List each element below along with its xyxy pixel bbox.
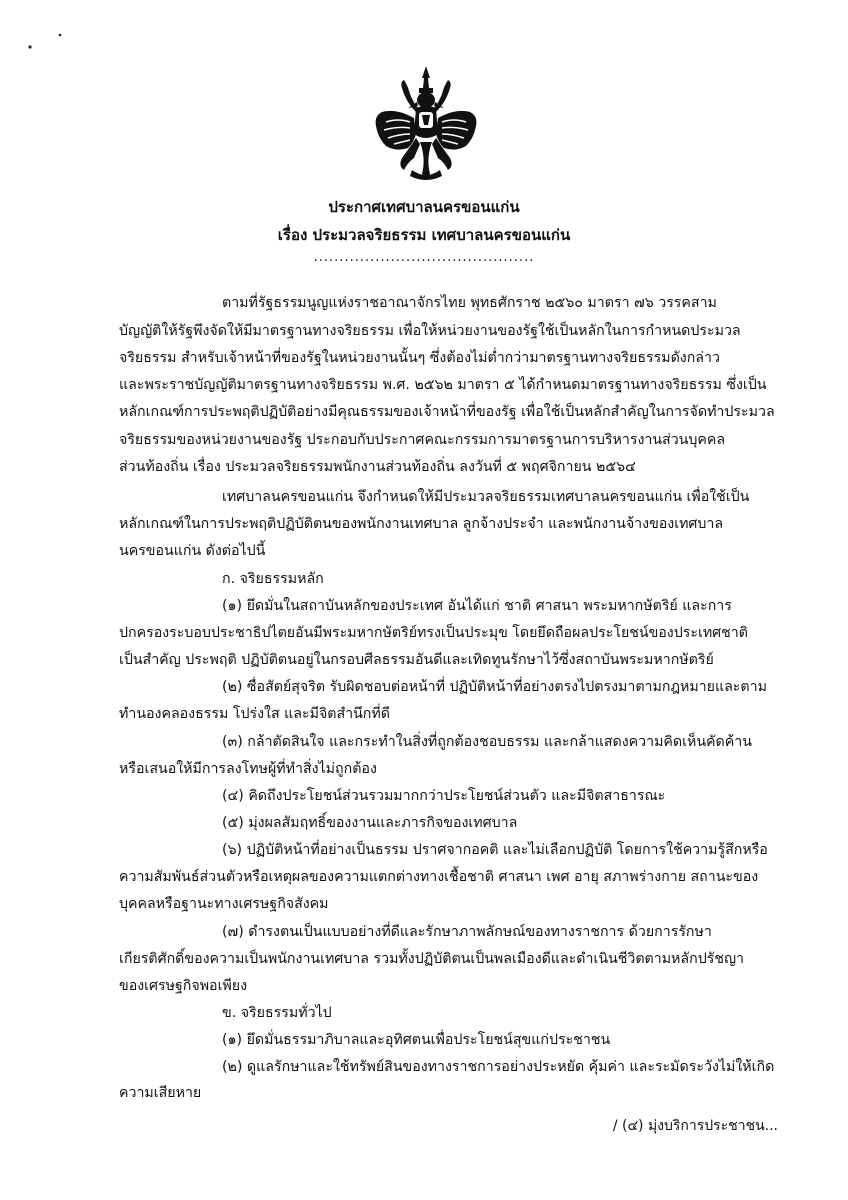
section-heading-general-ethics: ข. จริยธรรมทั่วไป <box>222 1005 332 1021</box>
body-line: ปกครองระบอบประชาธิปไตยอันมีพระมหากษัตริย์ทรงเป็นประมุข โดยยึดถือผลประโยชน์ของประเทศชาติ <box>119 625 748 641</box>
body-line: บัญญัติให้รัฐพึงจัดให้มีมาตรฐานทางจริยธรรม เพื่อให้หน่วยงานของรัฐใช้เป็นหลักในการกำหนดประมวล <box>119 323 741 339</box>
body-line: (๖) ปฏิบัติหน้าที่อย่างเป็นธรรม ปราศจากอคติ และไม่เลือกปฏิบัติ โดยการใช้ความรู้สึกหรือ <box>222 842 768 858</box>
body-line: (๑) ยึดมั่นในสถาบันหลักของประเทศ อันได้แก่ ชาติ ศาสนา พระมหากษัตริย์ และการ <box>222 598 732 614</box>
body-line: (๕) มุ่งผลสัมฤทธิ์ของงานและภารกิจของเทศบาล <box>222 815 518 831</box>
body-line: ของเศรษฐกิจพอเพียง <box>119 978 248 994</box>
title-separator: ........................................... <box>313 250 535 265</box>
body-line: ตามที่รัฐธรรมนูญแห่งราชอาณาจักรไทย พุทธศักราช ๒๕๖๐ มาตรา ๗๖ วรรคสาม <box>222 295 717 311</box>
body-line: หรือเสนอให้มีการลงโทษผู้ที่ทำสิ่งไม่ถูกต้อง <box>119 761 377 777</box>
body-line: นครขอนแก่น ดังต่อไปนี้ <box>119 543 266 559</box>
body-line: บุคคลหรือฐานะทางเศรษฐกิจสังคม <box>119 896 329 912</box>
body-line: ความเสียหาย <box>119 1085 202 1101</box>
document-title: ประกาศเทศบาลนครขอนแก่น <box>328 198 520 216</box>
document-subject: เรื่อง ประมวลจริยธรรม เทศบาลนครขอนแก่น <box>277 226 571 244</box>
section-heading-core-ethics: ก. จริยธรรมหลัก <box>222 571 324 587</box>
body-line: ความสัมพันธ์ส่วนตัวหรือเหตุผลของความแตกต่างทางเชื้อชาติ ศาสนา เพศ อายุ สภาพร่างกาย สถานะของ <box>119 869 759 885</box>
body-line: หลักเกณฑ์การประพฤติปฏิบัติอย่างมีคุณธรรมของเจ้าหน้าที่ของรัฐ เพื่อใช้เป็นหลักสำคัญในการจัดทำประมวล <box>119 404 775 420</box>
body-line: จริยธรรม สำหรับเจ้าหน้าที่ของรัฐในหน่วยงานนั้นๆ ซึ่งต้องไม่ต่ำกว่ามาตรฐานทางจริยธรรมดังกล่าว <box>119 350 720 366</box>
body-line: ทำนองคลองธรรม โปร่งใส และมีจิตสำนึกที่ดี <box>119 706 390 722</box>
page-continuation: / (๔) มุ่งบริการประชาชน... <box>612 1118 778 1134</box>
garuda-emblem-icon <box>372 62 480 184</box>
body-line: เทศบาลนครขอนแก่น จึงกำหนดให้มีประมวลจริยธรรมเทศบาลนครขอนแก่น เพื่อใช้เป็น <box>222 489 750 505</box>
body-line: ส่วนท้องถิ่น เรื่อง ประมวลจริยธรรมพนักงานส่วนท้องถิ่น ลงวันที่ ๕ พฤศจิกายน ๒๕๖๔ <box>119 459 636 475</box>
body-line: เกียรติศักดิ์ของความเป็นพนักงานเทศบาล รวมทั้งปฏิบัติตนเป็นพลเมืองดีและดำเนินชีวิตตามหลักปรัชญา <box>119 951 745 967</box>
body-line: (๒) ดูแลรักษาและใช้ทรัพย์สินของทางราชการอย่างประหยัด คุ้มค่า และระมัดระวังไม่ให้เกิด <box>222 1059 775 1075</box>
body-line: (๓) กล้าตัดสินใจ และกระทำในสิ่งที่ถูกต้องชอบธรรม และกล้าแสดงความคิดเห็นคัดค้าน <box>222 734 752 750</box>
body-line: (๑) ยึดมั่นธรรมาภิบาลและอุทิศตนเพื่อประโยชน์สุขแก่ประชาชน <box>222 1032 611 1048</box>
body-line: (๒) ซื่อสัตย์สุจริต รับผิดชอบต่อหน้าที่ ปฏิบัติหน้าที่อย่างตรงไปตรงมาตามกฎหมายและตาม <box>222 679 767 695</box>
body-line: เป็นสำคัญ ประพฤติ ปฏิบัติตนอยู่ในกรอบศีลธรรมอันดีและเทิดทูนรักษาไว้ซึ่งสถาบันพระมหากษัตริย์ <box>119 652 714 668</box>
body-line: จริยธรรมของหน่วยงานของรัฐ ประกอบกับประกาศคณะกรรมการมาตรฐานการบริหารงานส่วนบุคคล <box>119 432 726 448</box>
body-line: (๔) คิดถึงประโยชน์ส่วนรวมมากกว่าประโยชน์ส่วนตัว และมีจิตสาธารณะ <box>222 788 666 804</box>
body-line: และพระราชบัญญัติมาตรฐานทางจริยธรรม พ.ศ. ๒๕๖๒ มาตรา ๕ ได้กำหนดมาตรฐานทางจริยธรรม ซึ่งเป็น <box>119 377 767 393</box>
body-line: หลักเกณฑ์ในการประพฤติปฏิบัติตนของพนักงานเทศบาล ลูกจ้างประจำ และพนักงานจ้างของเทศบาล <box>119 516 724 532</box>
scan-specks <box>24 30 74 60</box>
body-line: (๗) ดำรงตนเป็นแบบอย่างที่ดีและรักษาภาพลักษณ์ของทางราชการ ด้วยการรักษา <box>222 924 712 940</box>
